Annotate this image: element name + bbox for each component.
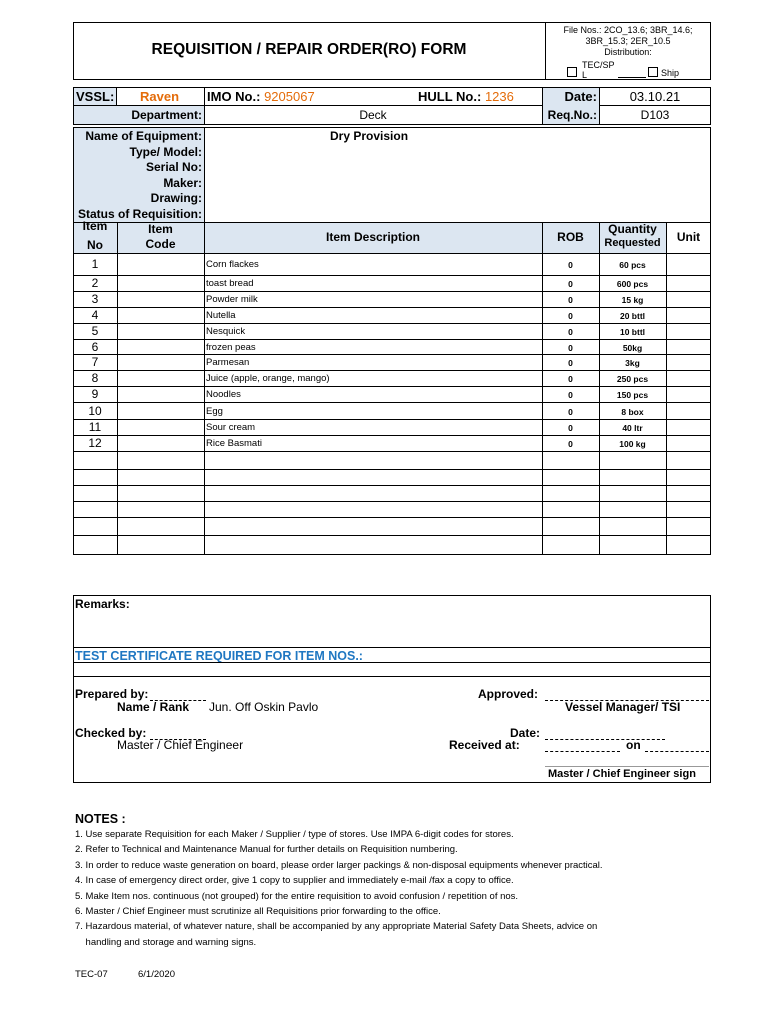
row-item-no: 2 xyxy=(91,276,99,290)
col-item-code-line1: Item xyxy=(148,222,173,236)
equipment-type-label: Type/ Model: xyxy=(129,144,202,159)
row-description: Juice (apple, orange, mango) xyxy=(206,373,330,384)
row-rob: 0 xyxy=(568,342,573,353)
row-description: Parmesan xyxy=(206,357,250,368)
col-item-no-line1: Item xyxy=(82,220,108,233)
col-item-no-line2: No xyxy=(87,238,103,252)
row-quantity: 60 pcs xyxy=(619,260,646,270)
col-unit: Unit xyxy=(676,230,701,244)
note-line: 2. Refer to Technical and Maintenance Manual for further details on Requisition numbering. xyxy=(75,844,458,856)
remarks-label: Remarks: xyxy=(75,597,130,611)
row-item-no: 11 xyxy=(88,420,102,434)
row-quantity: 15 kg xyxy=(621,295,644,305)
row-rob: 0 xyxy=(568,358,573,368)
row-description: Sour cream xyxy=(206,422,256,433)
col-qty-line2: Requested xyxy=(604,237,661,249)
imo-field xyxy=(207,89,315,104)
row-quantity: 8 box xyxy=(621,406,644,417)
master-sign-label: Master / Chief Engineer sign xyxy=(548,768,696,780)
ship-checkbox[interactable] xyxy=(648,67,658,77)
file-nos xyxy=(547,25,709,58)
date-label: Date: xyxy=(564,89,597,104)
vssl-value: Raven xyxy=(140,89,180,104)
equipment-status-label: Status of Requisition: xyxy=(78,206,202,221)
col-item-code xyxy=(117,222,204,252)
row-rob: 0 xyxy=(568,423,573,433)
vssl-label: VSSL: xyxy=(76,89,115,104)
row-description: Powder milk xyxy=(206,294,258,305)
row-item-no: 3 xyxy=(91,292,99,306)
row-quantity: 250 pcs xyxy=(616,374,649,384)
row-quantity: 40 ltr xyxy=(622,423,643,433)
row-rob: 0 xyxy=(568,295,573,305)
row-rob: 0 xyxy=(568,260,573,270)
row-description: Egg xyxy=(206,405,223,417)
row-rob: 0 xyxy=(568,406,573,417)
row-quantity: 150 pcs xyxy=(616,390,649,400)
row-item-no: 1 xyxy=(91,257,99,271)
row-item-no: 6 xyxy=(91,339,99,354)
form-date: 6/1/2020 xyxy=(138,969,175,980)
col-quantity xyxy=(599,222,666,250)
department-value: Deck xyxy=(359,108,387,122)
row-quantity: 10 bttl xyxy=(619,327,646,337)
approved-label: Approved: xyxy=(478,687,538,701)
equipment-drawing-label: Drawing: xyxy=(150,191,202,206)
vessel-manager-label: Vessel Manager/ TSI xyxy=(565,700,681,714)
ship-label: Ship xyxy=(661,68,680,78)
note-line: 5. Make Item nos. continuous (not grouped) for the entire requisition to avoid confusion / repetition of nos. xyxy=(75,890,519,902)
row-quantity: 50kg xyxy=(622,342,643,353)
row-quantity: 600 pcs xyxy=(616,279,649,289)
on-label: on xyxy=(626,738,641,752)
row-quantity: 100 kg xyxy=(619,439,646,449)
equipment-labels xyxy=(74,129,202,223)
row-item-no: 7 xyxy=(91,355,99,369)
prepared-by-label: Prepared by: xyxy=(75,687,149,701)
equipment-name-label: Name of Equipment: xyxy=(85,129,202,143)
note-line: 1. Use separate Requisition for each Maker / Supplier / type of stores. Use IMPA 6-digit codes for stores. xyxy=(75,829,514,840)
row-quantity: 3kg xyxy=(625,358,640,368)
received-at-label: Received at: xyxy=(449,738,520,752)
tec-spl-checkbox[interactable] xyxy=(567,67,577,77)
col-item-no xyxy=(73,220,117,253)
file-nos-line2: 3BR_15.3; 2ER_10.5 xyxy=(585,36,671,46)
note-line: 6. Master / Chief Engineer must scrutinize all Requisitions prior forwarding to the office. xyxy=(75,906,441,917)
notes-title: NOTES : xyxy=(75,812,126,826)
distribution-label: Distribution: xyxy=(604,47,652,57)
tec-sp-l-text: L xyxy=(582,70,588,80)
row-description: Noodles xyxy=(206,389,241,400)
row-rob: 0 xyxy=(568,374,573,384)
tec-sp-text: TEC/SP xyxy=(582,60,615,70)
row-rob: 0 xyxy=(568,390,573,400)
prepared-name: Jun. Off Oskin Pavlo xyxy=(209,700,319,714)
row-description: Nutella xyxy=(206,310,236,321)
imo-value: 9205067 xyxy=(264,89,315,104)
file-nos-line1: 2CO_13.6; 3BR_14.6; xyxy=(603,25,693,35)
req-no-value: D103 xyxy=(640,108,670,122)
file-nos-label: File Nos.: xyxy=(563,25,602,35)
row-description: Rice Basmati xyxy=(206,438,262,449)
checked-by-label: Checked by: xyxy=(75,726,147,740)
form-code: TEC-07 xyxy=(75,969,108,980)
note-line: 3. In order to reduce waste generation on board, please order larger packings & non-disposal equipments whenever practical. xyxy=(75,859,603,871)
row-description: frozen peas xyxy=(206,341,256,353)
col-item-code-line2: Code xyxy=(145,237,176,251)
col-description: Item Description xyxy=(325,230,421,244)
date-approved-label: Date: xyxy=(510,726,541,740)
hull-label: HULL No.: xyxy=(418,89,482,104)
row-item-no: 9 xyxy=(91,387,99,401)
row-item-no: 10 xyxy=(88,403,102,418)
hull-field xyxy=(418,89,514,104)
col-rob: ROB xyxy=(557,230,584,244)
row-item-no: 5 xyxy=(91,324,99,338)
col-qty-line1: Quantity xyxy=(608,222,657,236)
row-rob: 0 xyxy=(568,327,573,337)
row-rob: 0 xyxy=(568,439,573,449)
req-no-label: Req.No.: xyxy=(547,108,597,122)
row-quantity: 20 bttl xyxy=(619,311,646,321)
note-line: 4. In case of emergency direct order, give 1 copy to supplier and immediately e-mail /fax a copy to office. xyxy=(75,875,514,887)
form-title: REQUISITION / REPAIR ORDER(RO) FORM xyxy=(151,41,467,58)
date-value: 03.10.21 xyxy=(629,89,681,104)
remarks-box xyxy=(73,595,711,783)
imo-label: IMO No.: xyxy=(207,89,261,104)
row-description: toast bread xyxy=(206,278,254,289)
test-certificate-label: TEST CERTIFICATE REQUIRED FOR ITEM NOS.: xyxy=(75,649,363,663)
equipment-serial-label: Serial No: xyxy=(145,160,202,175)
row-item-no: 4 xyxy=(91,308,99,322)
tec-spl-label xyxy=(582,60,615,80)
department-label: Department: xyxy=(131,108,202,122)
equipment-name-value: Dry Provision xyxy=(330,129,409,143)
row-rob: 0 xyxy=(568,311,573,321)
equipment-maker-label: Maker: xyxy=(163,175,202,190)
row-rob: 0 xyxy=(568,279,573,289)
master-chief-label: Master / Chief Engineer xyxy=(117,738,244,752)
row-item-no: 8 xyxy=(91,371,99,385)
name-rank-label: Name / Rank xyxy=(117,700,190,714)
row-description: Corn flackes xyxy=(206,259,259,270)
hull-value: 1236 xyxy=(484,89,514,104)
note-line: handling and storage and warning signs. xyxy=(75,936,257,948)
note-line: 7. Hazardous material, of whatever nature, shall be accompanied by any appropriate Material Safety Data Sheets, advice on xyxy=(75,921,598,933)
row-item-no: 12 xyxy=(88,436,102,450)
row-description: Nesquick xyxy=(206,326,246,337)
